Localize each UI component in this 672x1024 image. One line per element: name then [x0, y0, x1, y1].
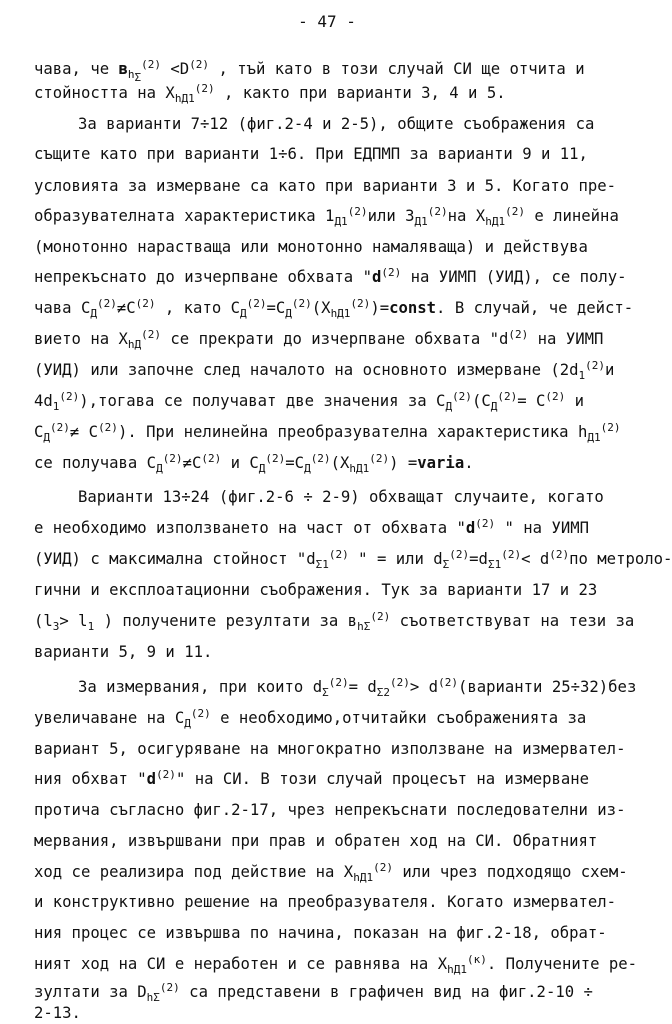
text-line: зултати за $D_{h\Sigma}^{(2)}$ са представени в графичен вид на фиг.2-10 ÷	[34, 980, 593, 1005]
text-line: 2-13.	[34, 1004, 81, 1022]
text-line: образувателната характеристика $1_{Д1}^{(2)}или$ $3_{Д1}^{(2)}на$ $X_{hД1}^{(2)}$ е линейна	[34, 204, 619, 229]
text-line: ($l_3> l_1$ ) получените резултати за $в_{h\Sigma}^{(2)}$ съответствуват на тези за	[34, 609, 635, 634]
text-line: вариант 5, осигуряване на многократно използване на измервател-	[34, 740, 626, 758]
text-line: (монотонно нарастваща или монотонно намаляваща) и действува	[34, 238, 588, 256]
page-number: - 47 -	[298, 12, 356, 31]
text-line: чава, че $в_{h_\Sigma}^{(2)} <D^{(2)}$ , тъй като в този случай СИ ще отчита и	[34, 57, 585, 85]
text-line: $4d_1^{(2)}),тогава$ се получават две значения за $C_Д^{(2)}(C_Д^{(2)}= C^{(2)}$ и	[34, 389, 585, 414]
text-line: гични и експлоатационни съображения. Тук за варианти 17 и 23	[34, 581, 598, 599]
text-line: $C_Д^{(2)}\ne C^{(2)}$). При нелинейна преобразувателна характеристика $h_{Д1}^{(2)}$	[34, 420, 621, 445]
text-line: За измервания, при които $d_\Sigma^{(2)}= d_{\Sigma 2}^{(2)}>$ $d^{(2)}(варианти$ 25÷32)без	[78, 675, 637, 700]
text-line: мервания, извършвани при прав и обратен ход на СИ. Обратният	[34, 832, 598, 850]
text-line: За варианти 7÷12 (фиг.2-4 и 2-5), общите съображения са	[78, 115, 595, 133]
text-line: (УИД) с максимална стойност "$d_{\Sigma 1}^{(2)}$ " = или $d_\Sigma^{(2)}=d_{\Sigma 1}^{(2)}< d^{(2)}по$ метроло-	[34, 547, 672, 572]
text-line: същите като при варианти 1÷6. При ЕДПМП за варианти 9 и 11,	[34, 145, 588, 163]
text-line: протича съгласно фиг.2-17, чрез непрекъснати последователни из-	[34, 801, 626, 819]
text-line: варианти 5, 9 и 11.	[34, 643, 213, 661]
text-line: и конструктивно решение на преобразувателя. Когато измервател-	[34, 893, 617, 911]
text-line: Варианти 13÷24 (фиг.2-6 ÷ 2-9) обхващат случаите, когато	[78, 488, 604, 506]
text-line: (УИД) или започне след началото на основното измерване ($2d_1^{(2)}и$	[34, 358, 615, 383]
text-line: непрекъснато до изчерпване обхвата "$d^{(2)}$ на УИМП (УИД), се полу-	[34, 265, 627, 286]
text-line: увеличаване на $C_Д^{(2)}$ е необходимо,отчитайки съображенията за	[34, 706, 587, 731]
text-line: ния обхват "$d^{(2)}$" на СИ. В този случай процесът на измерване	[34, 767, 590, 788]
text-line: вието на $X_{hД}^{(2)}$ се прекрати до изчерпване обхвата "$d^{(2)}$ на УИМП	[34, 327, 604, 352]
text-line: се получава $C_Д^{(2)}\ne C^{(2)}$ и $C_Д^{(2)}=C_Д^{(2)}(X_{hД1}^{(2)})$ =varia.	[34, 451, 474, 476]
text-line: ният ход на СИ е неработен и се равнява на $X_{hД1}^{(к)}$. Получените ре-	[34, 952, 638, 977]
text-line: стойността на $X_{hД1}^{(2)}$ , както при варианти 3, 4 и 5.	[34, 81, 506, 106]
text-line: е необходимо използването на част от обхвата "$d^{(2)}$ " на УИМП	[34, 516, 590, 537]
text-line: ния процес се извършва по начина, показан на фиг.2-18, обрат-	[34, 924, 607, 942]
text-line: чава $C_Д^{(2)}\ne C^{(2)}$ , като $C_Д^{(2)}=C_Д^{(2)}(X_{hД1}^{(2)})=const$. В случай, че дейст-	[34, 296, 634, 321]
text-line: условията за измерване са като при варианти 3 и 5. Когато пре-	[34, 177, 617, 195]
text-line: ход се реализира под действие на $X_{hД1}^{(2)}$ или чрез подходящо схем-	[34, 860, 628, 885]
